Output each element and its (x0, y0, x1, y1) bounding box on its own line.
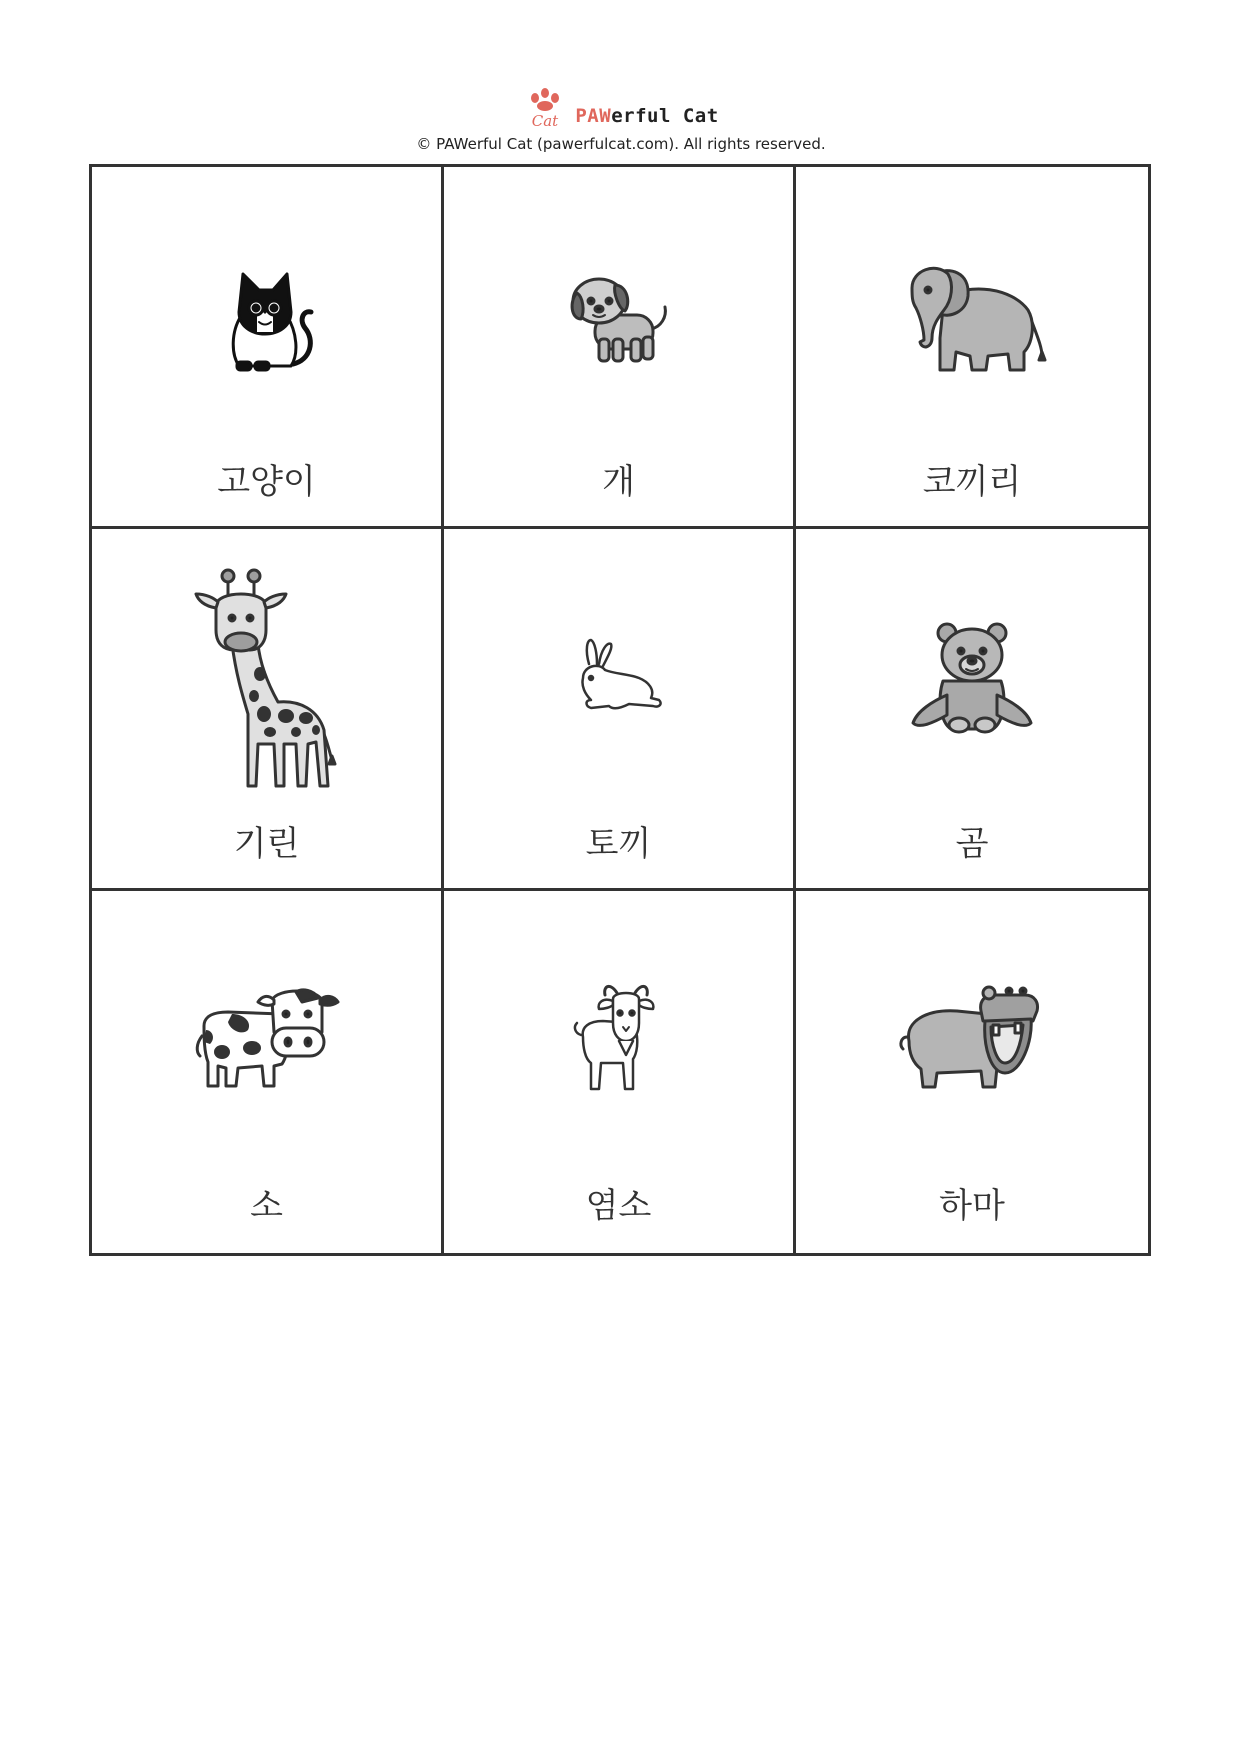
brand-name (575, 107, 718, 130)
animal-word: 염소 (585, 1186, 652, 1226)
cow-icon (192, 986, 342, 1096)
page-header (0, 86, 1242, 153)
dog-icon (559, 257, 679, 377)
flashcard (92, 167, 444, 529)
animal-word: 개 (602, 462, 635, 502)
giraffe-icon (192, 564, 342, 794)
flashcard (92, 891, 444, 1253)
copyright-notice: © PAWerful Cat (pawerfulcat.com). All rights reserved. (416, 135, 826, 153)
flashcard (92, 529, 444, 891)
animal-word: 하마 (939, 1186, 1005, 1226)
flashcard (444, 529, 796, 891)
goat-icon (569, 981, 669, 1101)
animal-word: 곰 (955, 824, 989, 864)
bear-icon (907, 619, 1037, 739)
flashcard (444, 891, 796, 1253)
animal-word: 코끼리 (922, 462, 1022, 502)
flashcard (444, 167, 796, 529)
flashcard (796, 529, 1148, 891)
rabbit-icon (569, 634, 669, 724)
brand-accent: PAW (575, 105, 612, 127)
elephant-icon (892, 252, 1052, 382)
paw-cat-logo-icon (523, 86, 567, 130)
hippo-icon (897, 981, 1047, 1101)
flashcard-grid (89, 164, 1151, 1256)
animal-word: 토끼 (585, 824, 652, 864)
brand-rest: erful Cat (611, 105, 719, 127)
animal-word: 기린 (233, 824, 300, 864)
flashcard (796, 891, 1148, 1253)
animal-word: 고양이 (217, 462, 316, 502)
logo (0, 86, 1242, 130)
flashcard (796, 167, 1148, 529)
cat-icon (207, 252, 327, 382)
logo-mark-text: Cat (532, 112, 559, 130)
animal-word: 소 (250, 1186, 283, 1226)
